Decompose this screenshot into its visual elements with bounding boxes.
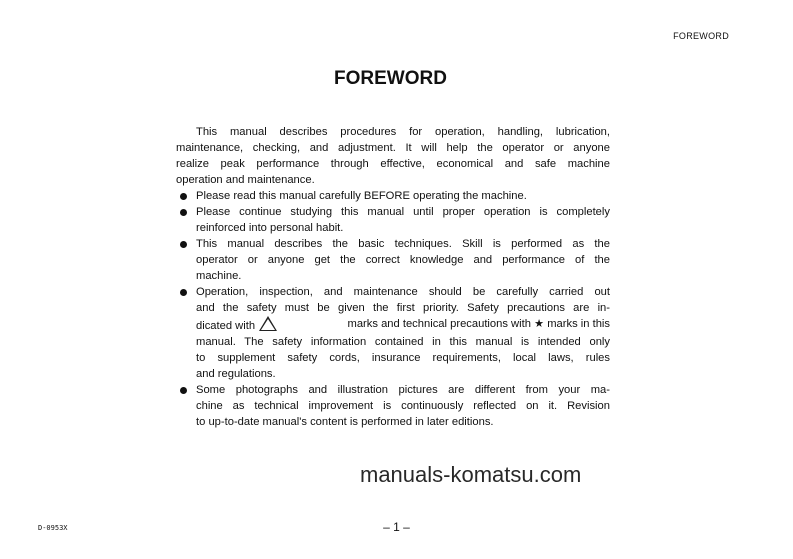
intro-line: operation and maintenance. bbox=[176, 174, 315, 186]
bullet-item bbox=[176, 382, 610, 430]
bullet-line: operator or anyone get the correct knowledge and performance of the bbox=[196, 254, 610, 266]
bullet-line: chine as technical improvement is continuously reflected on it. Revision bbox=[196, 400, 610, 412]
bullet-line: Please read this manual carefully BEFORE operating the machine. bbox=[196, 190, 527, 202]
bullet-icon bbox=[180, 387, 187, 394]
intro-line: realize peak performance through effective, economical and safe machine bbox=[176, 158, 610, 170]
bullet-line: and regulations. bbox=[196, 368, 276, 380]
bullet-item bbox=[176, 188, 610, 204]
intro-line: This manual describes procedures for operation, handling, lubrication, bbox=[196, 126, 610, 138]
bullet-text: marks and technical precautions with ★ marks in this bbox=[347, 318, 610, 330]
bullet-line: machine. bbox=[196, 270, 242, 282]
bullet-line: Some photographs and illustration pictures are different from your ma- bbox=[196, 384, 610, 396]
intro-line: maintenance, checking, and adjustment. It will help the operator or anyone bbox=[176, 142, 610, 154]
bullet-item bbox=[176, 236, 610, 284]
bullet-icon bbox=[180, 289, 187, 296]
warning-triangle-icon bbox=[259, 316, 277, 331]
foreword-body bbox=[176, 124, 610, 430]
running-header: FOREWORD bbox=[673, 31, 729, 41]
bullet-icon bbox=[180, 241, 187, 248]
document-code: D-0953X bbox=[38, 524, 68, 532]
watermark: manuals-komatsu.com bbox=[360, 462, 582, 487]
bullet-line: Operation, inspection, and maintenance should be carefully carried out bbox=[196, 286, 610, 298]
bullet-icon bbox=[180, 209, 187, 216]
bullet-line: and the safety must be given the first priority. Safety precautions are in- bbox=[196, 302, 610, 314]
bullet-line: manual. The safety information contained in this manual is intended only bbox=[196, 336, 610, 348]
bullet-text: dicated with bbox=[196, 320, 256, 332]
bullet-line: to up-to-date manual's content is performed in later editions. bbox=[196, 416, 494, 428]
bullet-item bbox=[176, 204, 610, 236]
page-title: FOREWORD bbox=[334, 68, 447, 89]
bullet-item bbox=[176, 284, 610, 382]
bullet-line: This manual describes the basic techniques. Skill is performed as the bbox=[196, 238, 610, 250]
bullet-line: Please continue studying this manual until proper operation is completely bbox=[196, 206, 610, 218]
bullet-line: reinforced into personal habit. bbox=[196, 222, 344, 234]
bullet-line bbox=[196, 316, 610, 334]
bullet-line: to supplement safety cords, insurance requirements, local laws, rules bbox=[196, 352, 610, 364]
page-number: – 1 – bbox=[383, 520, 410, 534]
bullet-icon bbox=[180, 193, 187, 200]
